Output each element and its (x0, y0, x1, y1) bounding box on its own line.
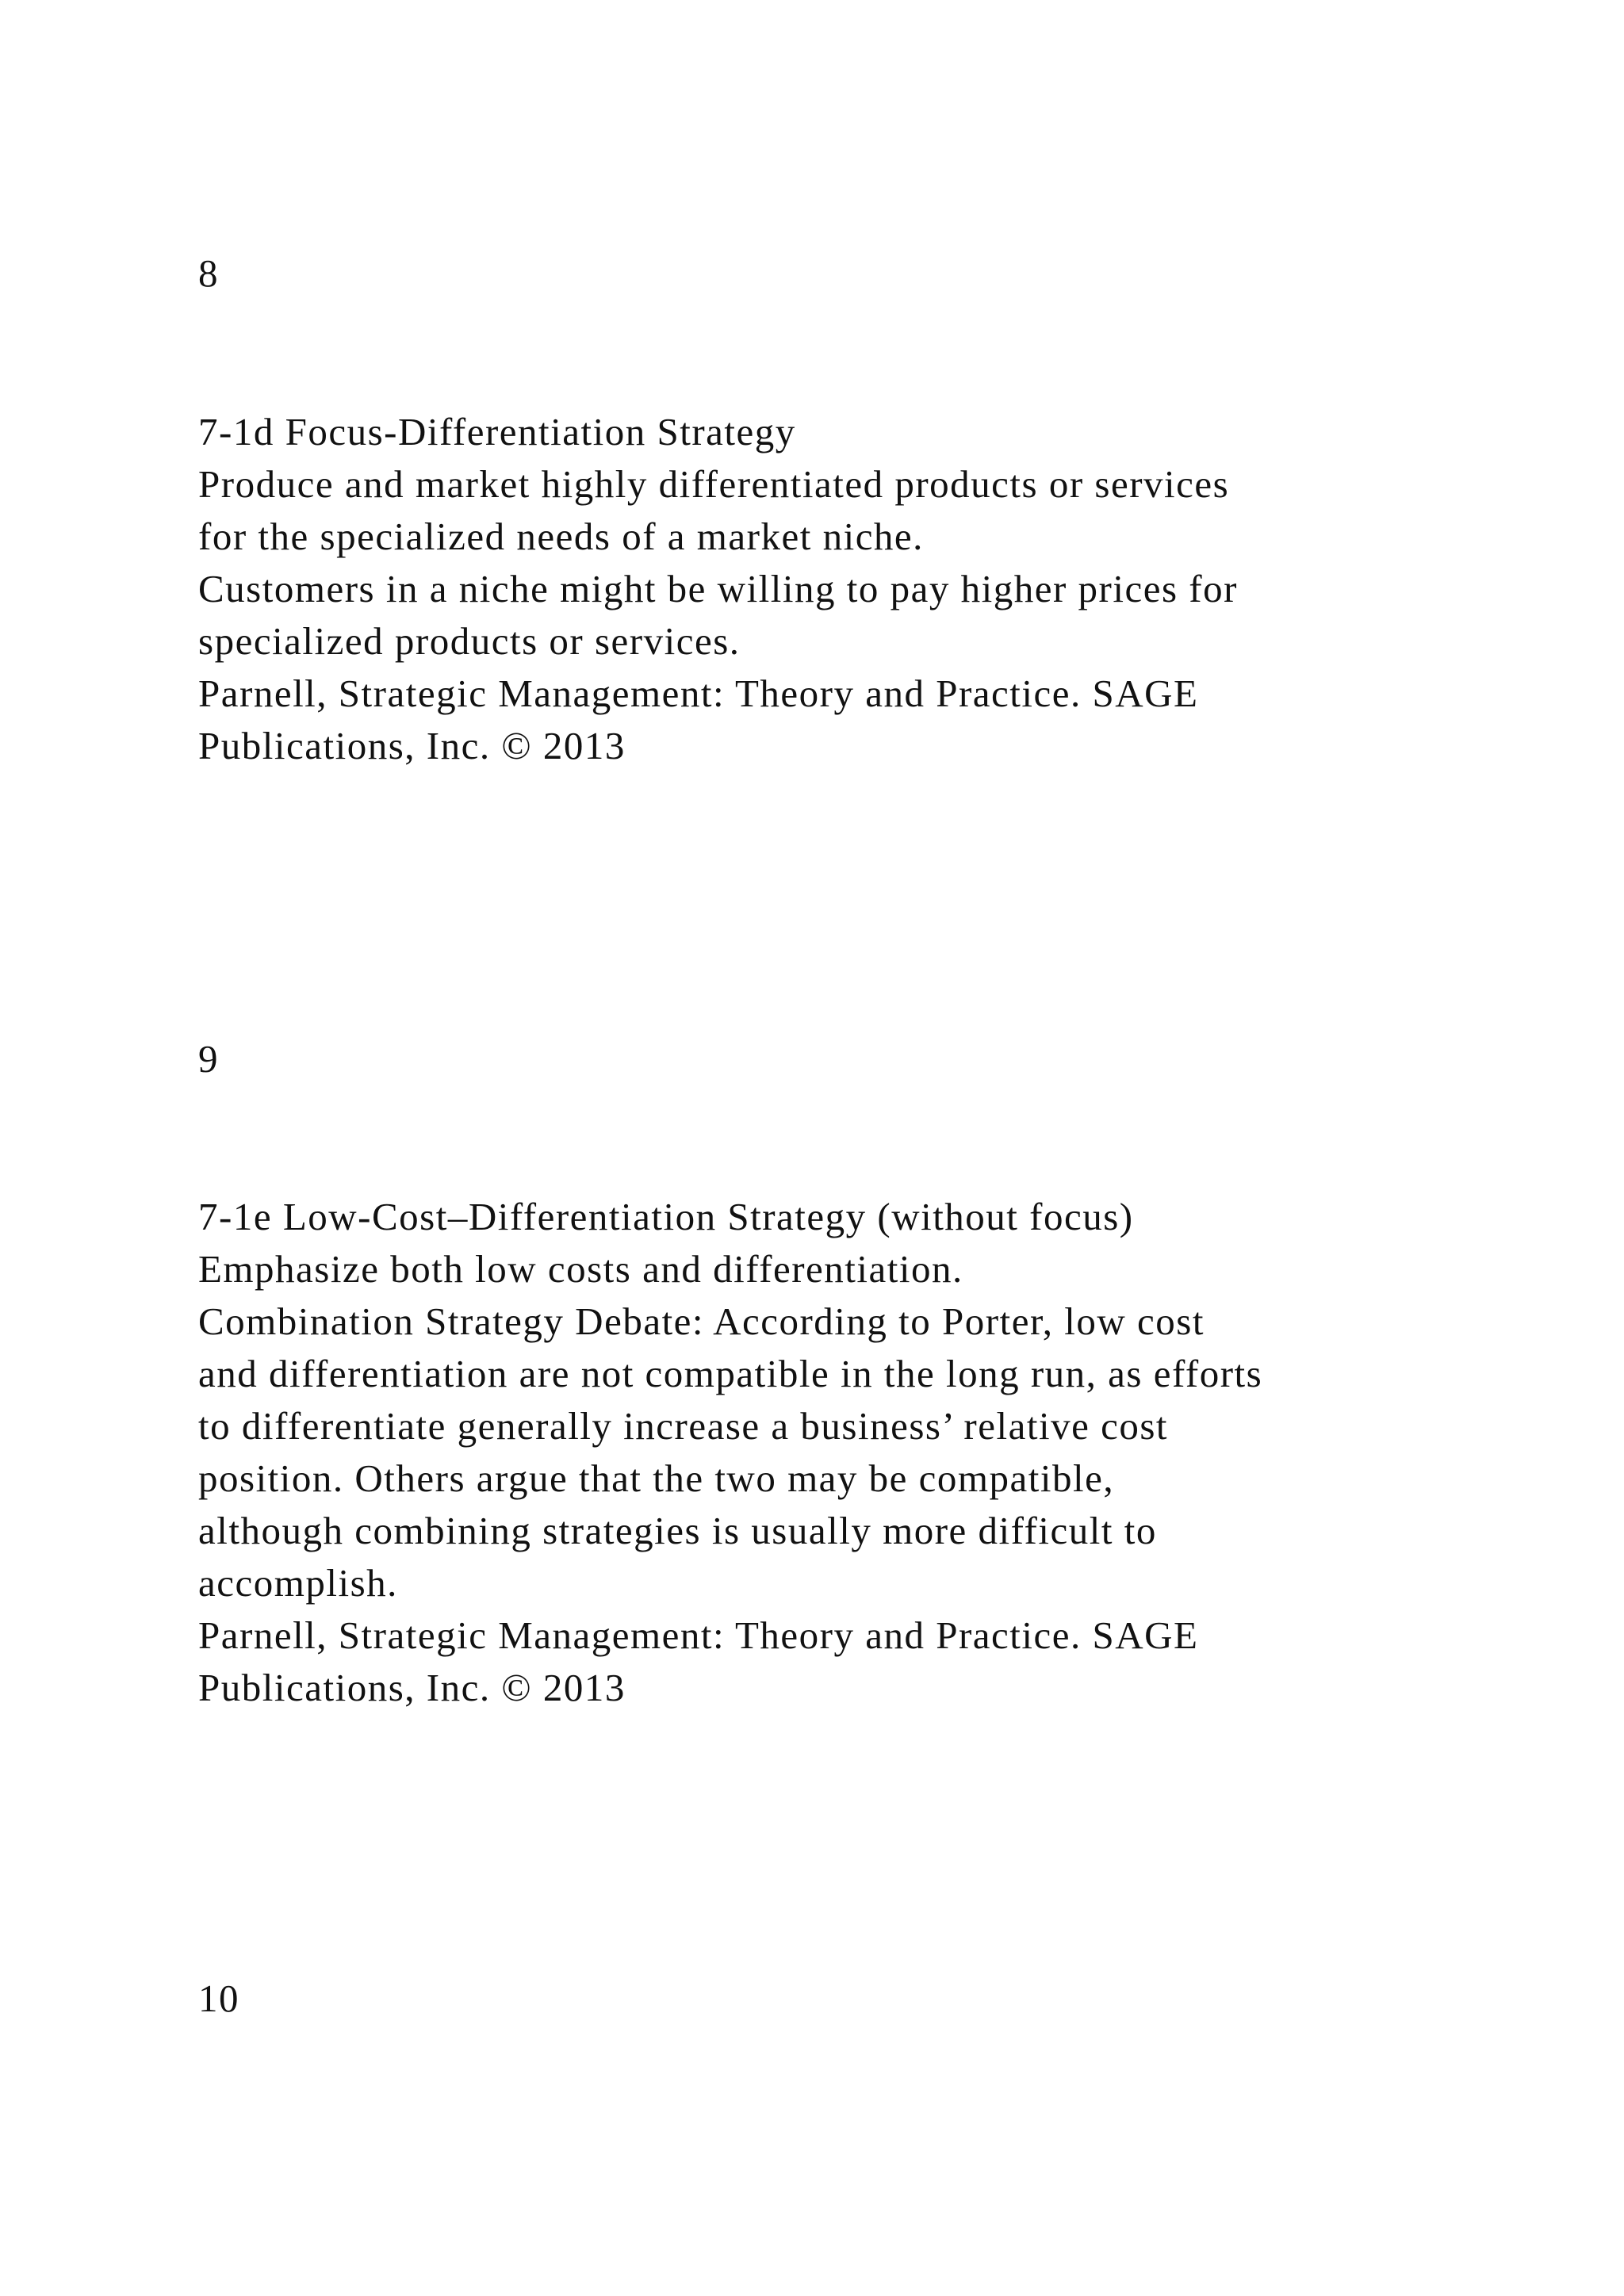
text-line: and differentiation are not compatible in the long run, as efforts (198, 1352, 1263, 1395)
slide-number-8: 8 (198, 251, 219, 295)
text-line: Produce and market highly differentiated products or services (198, 462, 1230, 506)
text-line: position. Others argue that the two may be compatible, (198, 1456, 1115, 1500)
text-line: accomplish. (198, 1561, 398, 1605)
text-line: for the specialized needs of a market niche. (198, 515, 924, 558)
slide-number-9: 9 (198, 1037, 219, 1081)
citation-line: Publications, Inc. © 2013 (198, 724, 626, 767)
slide-heading: 7-1d Focus-Differentiation Strategy (198, 410, 796, 453)
text-line: Combination Strategy Debate: According to Porter, low cost (198, 1299, 1205, 1343)
citation-line: Parnell, Strategic Management: Theory and Practice. SAGE (198, 672, 1199, 715)
slide-text-block-9 (198, 1191, 1515, 1714)
slide-text-block-8 (198, 406, 1515, 772)
slide-heading: 7-1e Low-Cost–Differentiation Strategy (without focus) (198, 1195, 1134, 1238)
text-line: to differentiate generally increase a business’ relative cost (198, 1404, 1168, 1448)
citation-line: Publications, Inc. © 2013 (198, 1666, 626, 1709)
text-line: specialized products or services. (198, 619, 741, 663)
text-line: although combining strategies is usually more difficult to (198, 1509, 1157, 1552)
slide-number-10: 10 (198, 1976, 239, 2020)
text-line: Emphasize both low costs and differentiation. (198, 1247, 963, 1291)
citation-line: Parnell, Strategic Management: Theory and Practice. SAGE (198, 1613, 1199, 1657)
text-line: Customers in a niche might be willing to pay higher prices for (198, 567, 1238, 610)
